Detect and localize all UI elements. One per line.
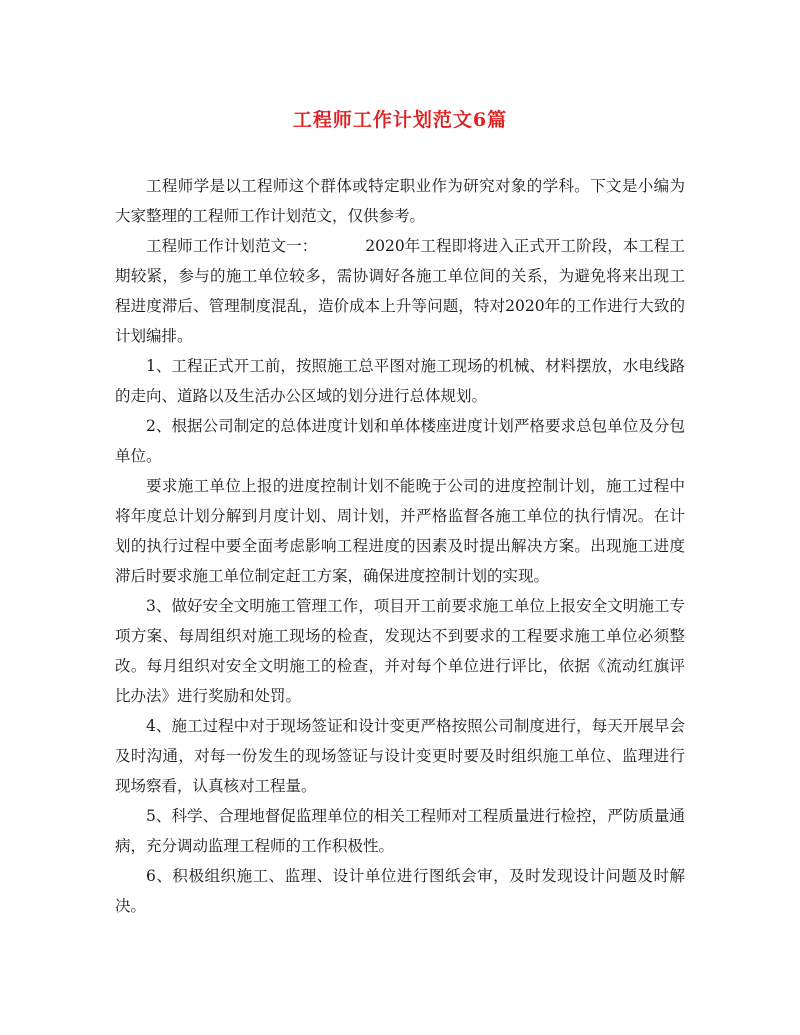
intro-paragraph: 工程师学是以工程师这个群体或特定职业作为研究对象的学科。下文是小编为大家整理的工程师工作计划范文，仅供参考。 [115,177,685,225]
list-item-2-detail: 要求施工单位上报的进度控制计划不能晚于公司的进度控制计划，施工过程中将年度总计划分解到月度计划、周计划，并严格监督各施工单位的执行情况。在计划的执行过程中要全面考虑影响工程进度的因素及时提出解决方案。出现施工进度滞后时要求施工单位制定赶工方案，确保进度控制计划的实现。 [115,477,685,585]
list-item-4: 4、施工过程中对于现场签证和设计变更严格按照公司制度进行，每天开展早会及时沟通，对每一份发生的现场签证与设计变更时要及时组织施工单位、监理进行现场察看，认真核对工程量。 [115,717,685,795]
section-paragraph [115,231,685,351]
list-item-1: 1、工程正式开工前，按照施工总平图对施工现场的机械、材料摆放，水电线路的走向、道路以及生活办公区域的划分进行总体规划。 [115,357,685,405]
document-title: 工程师工作计划范文6篇 [292,109,508,131]
list-item-6: 6、积极组织施工、监理、设计单位进行图纸会审，及时发现设计问题及时解决。 [115,867,685,915]
section-paragraph-text: 2020年工程即将进入正式开工阶段，本工程工期较紧，参与的施工单位较多，需协调好各施工单位间的关系，为避免将来出现工程进度滞后、管理制度混乱，造价成本上升等问题，特对2020年的工作进行大致的计划编排。 [115,237,685,345]
list-item-5: 5、科学、合理地督促监理单位的相关工程师对工程质量进行检控，严防质量通病，充分调动监理工程师的工作积极性。 [115,807,685,855]
list-item-3: 3、做好安全文明施工管理工作，项目开工前要求施工单位上报安全文明施工专项方案、每周组织对施工现场的检查，发现达不到要求的工程要求施工单位必须整改。每月组织对安全文明施工的检查，并对每个单位进行评比，依据《流动红旗评比办法》进行奖励和处罚。 [115,597,685,705]
document-body [115,171,685,921]
list-item-2: 2、根据公司制定的总体进度计划和单体楼座进度计划严格要求总包单位及分包单位。 [115,417,685,465]
section-label: 工程师工作计划范文一： [146,237,318,255]
